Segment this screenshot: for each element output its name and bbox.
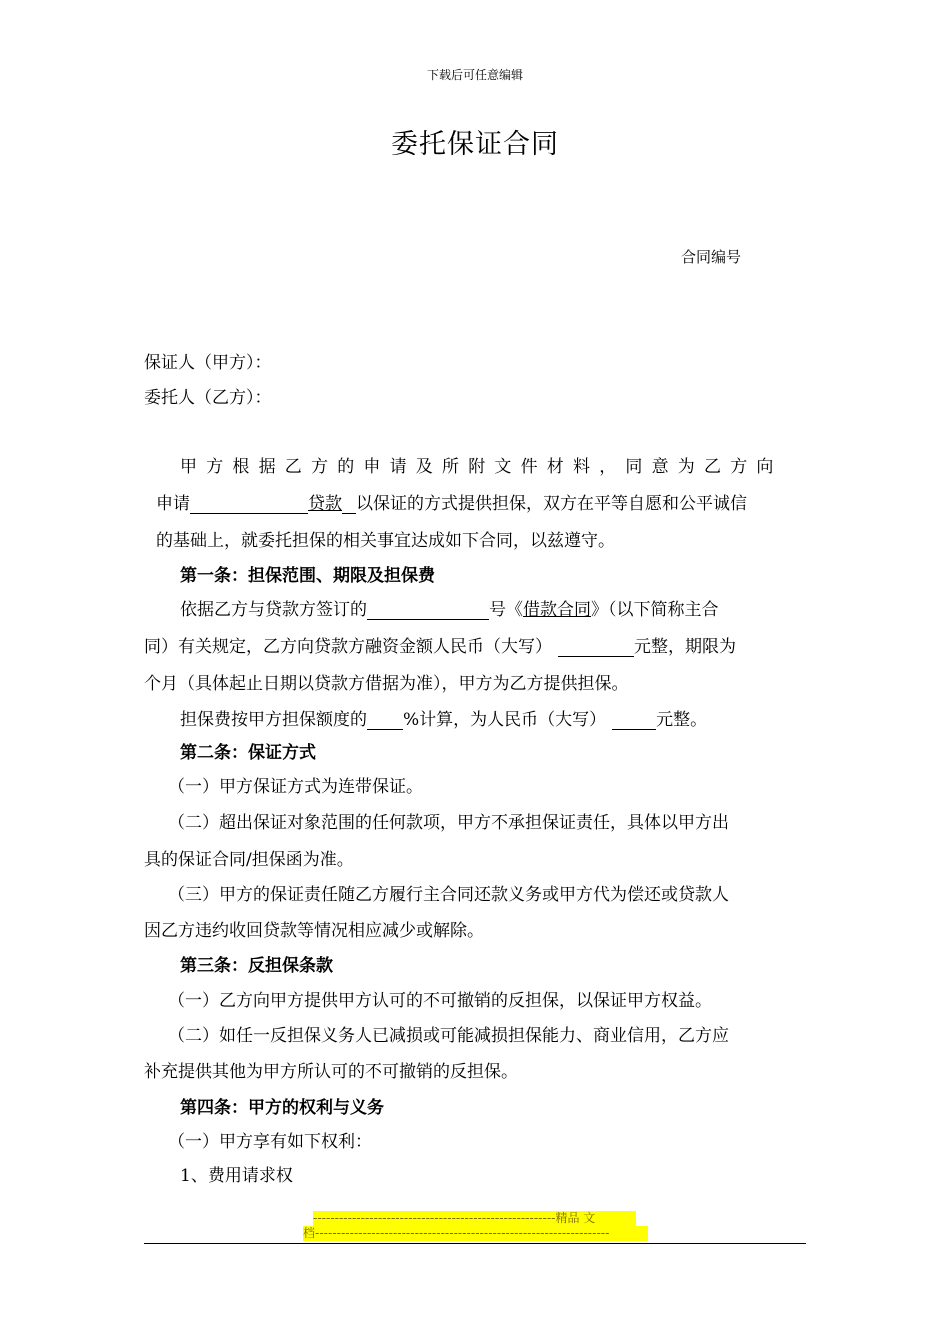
article-3-heading: 第三条：反担保条款 xyxy=(180,956,333,976)
intro-apply-text: 申请 xyxy=(156,494,190,514)
article-2-heading: 第二条：保证方式 xyxy=(180,743,316,763)
intro-line-2-suffix: 以保证的方式提供担保，双方在平等自愿和公平诚信 xyxy=(356,494,747,514)
footer-watermark-line-1: --------------------------------------------------------精品 文 xyxy=(313,1211,636,1226)
article-2-item-2-line-1: （二）超出保证对象范围的任何款项，甲方不承担保证责任，具体以甲方出 xyxy=(168,813,729,833)
article-1-loan-contract: 借款合同 xyxy=(523,600,591,620)
blank-fee-rate[interactable] xyxy=(367,711,403,730)
blank-fee-amount[interactable] xyxy=(612,711,656,730)
document-title: 委托保证合同 xyxy=(391,129,559,160)
article-2-item-2-line-2: 具的保证合同/担保函为准。 xyxy=(144,850,354,870)
article-3-item-2-line-1: （二）如任一反担保义务人已减损或可能减损担保能力、商业信用，乙方应 xyxy=(168,1026,729,1046)
article-4-sub-1: 1、费用请求权 xyxy=(180,1166,293,1186)
intro-line-1: 甲方根据乙方的申请及所附文件材料，同意为乙方向 xyxy=(180,457,783,477)
footer-watermark-line-2: 档-------------------------------------------------------------------- xyxy=(303,1226,648,1241)
blank-contract-number[interactable] xyxy=(367,601,489,620)
fee-text-b: 计算，为人民币（大写） xyxy=(419,710,607,730)
fee-text-c: 元整。 xyxy=(656,710,708,730)
contract-number-label: 合同编号 xyxy=(681,248,742,266)
article-1-line-2-a: 同）有关规定，乙方向贷款方融资金额人民币（大写） xyxy=(144,637,552,657)
intro-line-2 xyxy=(156,489,747,514)
article-1-heading: 第一条：担保范围、期限及担保费 xyxy=(180,566,435,586)
article-4-item-1: （一）甲方享有如下权利： xyxy=(168,1132,372,1152)
blank-loan-bank[interactable] xyxy=(190,495,308,514)
blank-loan-tail[interactable] xyxy=(342,495,356,514)
guarantor-label: 保证人（甲方）： xyxy=(144,353,272,373)
article-2-item-3-line-1: （三）甲方的保证责任随乙方履行主合同还款义务或甲方代为偿还或贷款人 xyxy=(168,885,729,905)
article-1-text-b: 号《 xyxy=(489,600,523,620)
fee-percent: % xyxy=(403,710,420,730)
article-1-text-c: 》（以下简称主合 xyxy=(591,600,719,620)
footer-divider xyxy=(144,1243,806,1244)
principal-label: 委托人（乙方）： xyxy=(144,388,272,408)
article-4-heading: 第四条：甲方的权利与义务 xyxy=(180,1098,384,1118)
article-1-line-2-b: 元整，期限为 xyxy=(634,637,736,657)
article-1-text-a: 依据乙方与贷款方签订的 xyxy=(180,600,367,620)
article-1-line-3: 个月（具体起止日期以贷款方借据为准），甲方为乙方提供担保。 xyxy=(144,674,629,694)
article-1-line-1 xyxy=(180,595,719,620)
fee-text-a: 担保费按甲方担保额度的 xyxy=(180,710,367,730)
article-3-item-1: （一）乙方向甲方提供甲方认可的不可撤销的反担保，以保证甲方权益。 xyxy=(168,991,712,1011)
article-1-fee-line xyxy=(180,705,707,730)
intro-loan-fill: 贷款 xyxy=(308,494,342,514)
article-1-line-2 xyxy=(144,632,736,657)
article-3-item-2-line-2: 补充提供其他为甲方所认可的不可撤销的反担保。 xyxy=(144,1062,518,1082)
intro-line-3: 的基础上，就委托担保的相关事宜达成如下合同，以兹遵守。 xyxy=(156,531,615,551)
header-note: 下载后可任意编辑 xyxy=(426,68,523,82)
blank-amount-words[interactable] xyxy=(558,638,634,657)
article-2-item-3-line-2: 因乙方违约收回贷款等情况相应减少或解除。 xyxy=(144,921,484,941)
article-2-item-1: （一）甲方保证方式为连带保证。 xyxy=(168,777,423,797)
